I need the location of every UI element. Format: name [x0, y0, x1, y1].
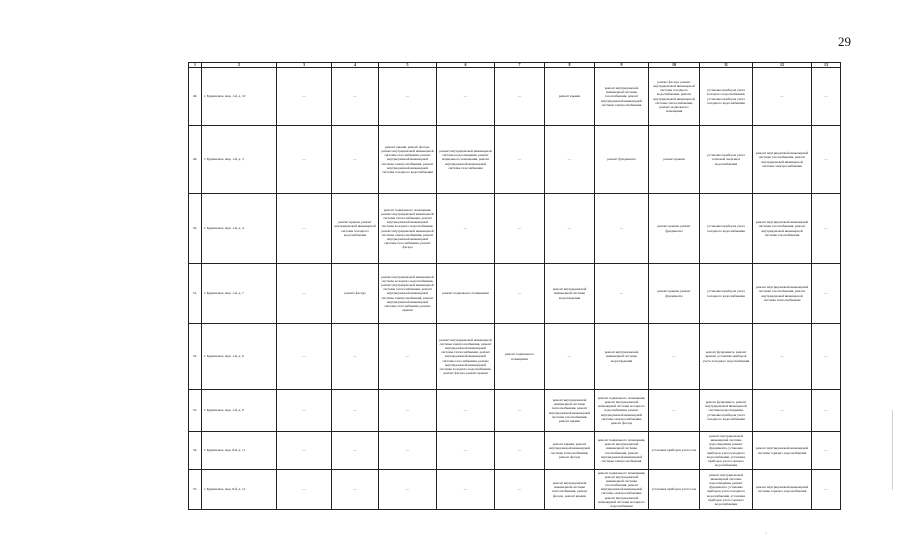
- work-cell: —: [495, 470, 545, 510]
- work-cell: —: [379, 390, 437, 432]
- page-number: 29: [838, 34, 851, 49]
- table-body: [189, 63, 841, 510]
- work-cell: —: [495, 432, 545, 470]
- work-cell: ремонт внутридомовой инженерной системы водоотведения: [545, 264, 595, 324]
- work-cell: —: [332, 432, 379, 470]
- table-row: [189, 194, 841, 264]
- work-cell: —: [437, 432, 495, 470]
- work-cell: установка приборов учета газа: [649, 470, 700, 510]
- work-cell: —: [437, 194, 495, 264]
- row-number-cell: 55.: [189, 470, 202, 510]
- work-cell: —: [495, 390, 545, 432]
- work-cell: —: [753, 68, 812, 126]
- work-cell: —: [812, 126, 841, 194]
- row-number-cell: 49.: [189, 68, 202, 126]
- work-cell: ремонт фундамента: [595, 126, 649, 194]
- work-cell: ремонт внутридомовой инженерной системы водоотведения, ремонт подвального помещения, ремонт внутридомовой инженерной системы газоснабжения: [437, 126, 495, 194]
- column-number-cell: 1: [189, 63, 202, 68]
- work-cell: ремонт фасада, ремонт внутридомовой инженерной системы холодного водоснабжения, ремонт внутридомовой инженерной системы теплоснабжения, ремонт подвального помещения: [649, 68, 700, 126]
- column-number-cell: 13: [812, 63, 841, 68]
- work-cell: ремонт внутридомовой инженерной системы газоснабжения, ремонт внутридомовой инженерной системы газоснабжения: [753, 194, 812, 264]
- work-cell: —: [495, 68, 545, 126]
- work-cell: —: [379, 470, 437, 510]
- work-cell: ремонт внутридомовой инженерной системы электроснабжения, ремонт внутридомовой инженерной системы теплоснабжения, ремонт внутридомовой инженерной системы газоснабжения, ремонт внутридомовой инженерной системы холодного водоснабжения, ремонт фасада, ремонт крыши: [437, 324, 495, 390]
- column-number-cell: 4: [332, 63, 379, 68]
- work-cell: —: [495, 126, 545, 194]
- table-row: [189, 68, 841, 126]
- table-row: [189, 264, 841, 324]
- work-cell: ремонт внутридомовой инженерной системы водоотведения, ремонт фундамента, установка приборов учета холодного водоснабжения, установка приборов учета горячего водоснабжения: [700, 432, 753, 470]
- work-cell: —: [495, 264, 545, 324]
- work-cell: —: [812, 324, 841, 390]
- work-cell: ремонт внутридомовой инженерной системы газоснабжения, ремонт внутридомовой инженерной системы электроснабжения: [595, 68, 649, 126]
- work-cell: —: [277, 390, 332, 432]
- scan-edge-line: [892, 410, 893, 490]
- column-number-cell: 3: [277, 63, 332, 68]
- work-cell: —: [812, 470, 841, 510]
- work-cell: ремонт крыши, ремонт фундамента: [649, 194, 700, 264]
- work-cell: —: [595, 264, 649, 324]
- work-cell: ремонт подвального помещения, ремонт внутридомовой инженерной системы теплоснабжения, ремонт внутридомовой инженерной системы холодного водоснабжения, ремонт внутридомовой инженерной системы электроснабжения, ремонт внутридомовой инженерной системы газоснабжения, ремонт фасада: [379, 194, 437, 264]
- work-cell: —: [437, 68, 495, 126]
- work-cell: —: [332, 324, 379, 390]
- work-cell: —: [277, 264, 332, 324]
- work-cell: —: [753, 390, 812, 432]
- address-cell: г. Буденновск, мкр. 8-й, д. 11: [202, 432, 277, 470]
- work-cell: —: [753, 324, 812, 390]
- column-number-cell: 12: [753, 63, 812, 68]
- work-cell: ремонт внутридомовой инженерной системы горячего водоснабжения: [753, 470, 812, 510]
- work-cell: ремонт крыши: [545, 68, 595, 126]
- work-cell: —: [812, 194, 841, 264]
- work-cell: —: [437, 470, 495, 510]
- work-cell: ремонт внутридомовой инженерной системы газоснабжения, ремонт внутридомовой инженерной системы электроснабжения: [753, 126, 812, 194]
- work-cell: —: [332, 390, 379, 432]
- work-cell: ремонт фундамента, ремонт внутридомовой инженерной системы водоотведения, установка приборов учета холодного водоснабжения: [700, 390, 753, 432]
- work-cell: —: [379, 432, 437, 470]
- work-cell: —: [332, 68, 379, 126]
- work-cell: —: [277, 470, 332, 510]
- work-cell: ремонт крыши, ремонт фундамента: [649, 264, 700, 324]
- work-cell: ремонт фасада: [332, 264, 379, 324]
- work-cell: —: [277, 324, 332, 390]
- table-row: [189, 470, 841, 510]
- work-cell: —: [649, 390, 700, 432]
- work-cell: ремонт подвального помещения, ремонт внутридомовой инженерной системы газоснабжения, ремонт внутридомовой инженерной системы электроснабжения, ремонт внутридомовой инженерной системы холодного водоснабжения: [595, 470, 649, 510]
- work-cell: установка приборов учета холодного водоснабжения: [700, 264, 753, 324]
- work-cell: установка приборов учета холодного водоснабжения, установка приборов учета холодного водоснабжения: [700, 68, 753, 126]
- work-cell: —: [495, 194, 545, 264]
- work-cell: —: [545, 324, 595, 390]
- column-number-cell: 10: [649, 63, 700, 68]
- column-number-cell: 7: [495, 63, 545, 68]
- work-cell: —: [379, 68, 437, 126]
- work-cell: установка приборов учета газа: [649, 432, 700, 470]
- table-row: [189, 126, 841, 194]
- table-row: [189, 324, 841, 390]
- work-cell: —: [277, 126, 332, 194]
- work-cell: ремонт внутридомовой инженерной системы газоснабжения, ремонт внутридомовой инженерной системы теплоснабжения: [753, 264, 812, 324]
- work-cell: ремонт внутридомовой инженерной системы водоотведения, ремонт фундамента, установка приборов учета холодного водоснабжения, установка приборов учета горячего водоснабжения: [700, 470, 753, 510]
- work-cell: ремонт внутридомовой инженерной системы горячего водоснабжения: [753, 432, 812, 470]
- column-number-cell: 9: [595, 63, 649, 68]
- work-cell: ремонт внутридомовой инженерной системы теплоснабжения, ремонт внутридомовой инженерной системы газоснабжения, ремонт крыши: [545, 390, 595, 432]
- work-cell: ремонт внутридомовой инженерной системы водоотведения: [595, 324, 649, 390]
- work-cell: —: [332, 126, 379, 194]
- address-cell: г. Буденновск, мкр. 1-й, д. 3: [202, 126, 277, 194]
- work-cell: —: [812, 432, 841, 470]
- work-cell: установка приборов учета тепловой энергии и водоснабжения: [700, 126, 753, 194]
- row-number-cell: 51.: [189, 264, 202, 324]
- work-cell: ремонт подвального помещения, ремонт внутридомовой инженерной системы газоснабжения, ремонт внутридомовой инженерной системы электроснабжения: [595, 432, 649, 470]
- work-cell: ремонт крыши, ремонт внутридомовой инженерной системы холодного водоснабжения: [332, 194, 379, 264]
- work-cell: —: [649, 324, 700, 390]
- work-cell: ремонт фундамента, ремонт крыши, установка приборов учета холодного водоснабжения: [700, 324, 753, 390]
- address-cell: г. Буденновск, мкр. 1-й, д. 9: [202, 324, 277, 390]
- table-row: [189, 432, 841, 470]
- work-cell: —: [437, 390, 495, 432]
- column-number-cell: 5: [379, 63, 437, 68]
- column-number-cell: 11: [700, 63, 753, 68]
- work-cell: ремонт внутридомовой инженерной системы теплоснабжения, ремонт фасада, ремонт крыши: [545, 470, 595, 510]
- work-cell: ремонт крыши, ремонт фасада, ремонт внутридомовой инженерной системы газоснабжения, ремонт внутридомовой инженерной системы электроснабжения, ремонт внутридомовой инженерной системы холодного водоснабжения: [379, 126, 437, 194]
- work-cell: —: [332, 470, 379, 510]
- row-number-cell: 53.: [189, 390, 202, 432]
- row-number-cell: 54.: [189, 432, 202, 470]
- work-cell: ремонт подвального помещения: [495, 324, 545, 390]
- address-cell: г. Буденновск, мкр. 1-й, д. 9: [202, 390, 277, 432]
- work-cell: ремонт крыши: [649, 126, 700, 194]
- column-number-cell: 8: [545, 63, 595, 68]
- work-cell: ремонт крыши, ремонт внутридомовой инженерной системы теплоснабжения, ремонт фасада: [545, 432, 595, 470]
- address-cell: г. Буденновск, мкр. 1-й, д. 7: [202, 264, 277, 324]
- work-cell: —: [545, 194, 595, 264]
- work-cell: —: [379, 324, 437, 390]
- row-number-cell: 49.: [189, 126, 202, 194]
- row-number-cell: 52.: [189, 324, 202, 390]
- column-number-cell: 2: [202, 63, 277, 68]
- column-number-cell: 6: [437, 63, 495, 68]
- row-number-cell: 50.: [189, 194, 202, 264]
- scan-mark: ·: [765, 531, 767, 537]
- work-cell: установка приборов учета холодного водоснабжения: [700, 194, 753, 264]
- work-cell: —: [812, 264, 841, 324]
- work-cell: —: [277, 432, 332, 470]
- address-cell: г. Буденновск, мкр. 1-й, д. 10: [202, 68, 277, 126]
- work-cell: ремонт подвального помещения: [437, 264, 495, 324]
- work-cell: ремонт подвального помещения, ремонт внутридомовой инженерной системы холодного водоснабжения, ремонт внутридомовой инженерной системы электроснабжения, ремонт фасада: [595, 390, 649, 432]
- work-cell: —: [595, 194, 649, 264]
- work-cell: —: [277, 194, 332, 264]
- work-cell: —: [812, 390, 841, 432]
- address-cell: г. Буденновск, мкр. 8-й, д. 12: [202, 470, 277, 510]
- work-cell: —: [545, 126, 595, 194]
- work-cell: —: [277, 68, 332, 126]
- address-cell: г. Буденновск, мкр. 1-й, д. 4: [202, 194, 277, 264]
- table-row: [189, 390, 841, 432]
- repair-schedule-table: [188, 62, 841, 510]
- work-cell: ремонт внутридомовой инженерной системы холодного водоснабжения, ремонт внутридомовой инженерной системы теплоснабжения, ремонт внутридомовой инженерной системы электроснабжения, ремонт внутридомовой инженерной системы газоснабжения, ремонт крыши: [379, 264, 437, 324]
- work-cell: —: [812, 68, 841, 126]
